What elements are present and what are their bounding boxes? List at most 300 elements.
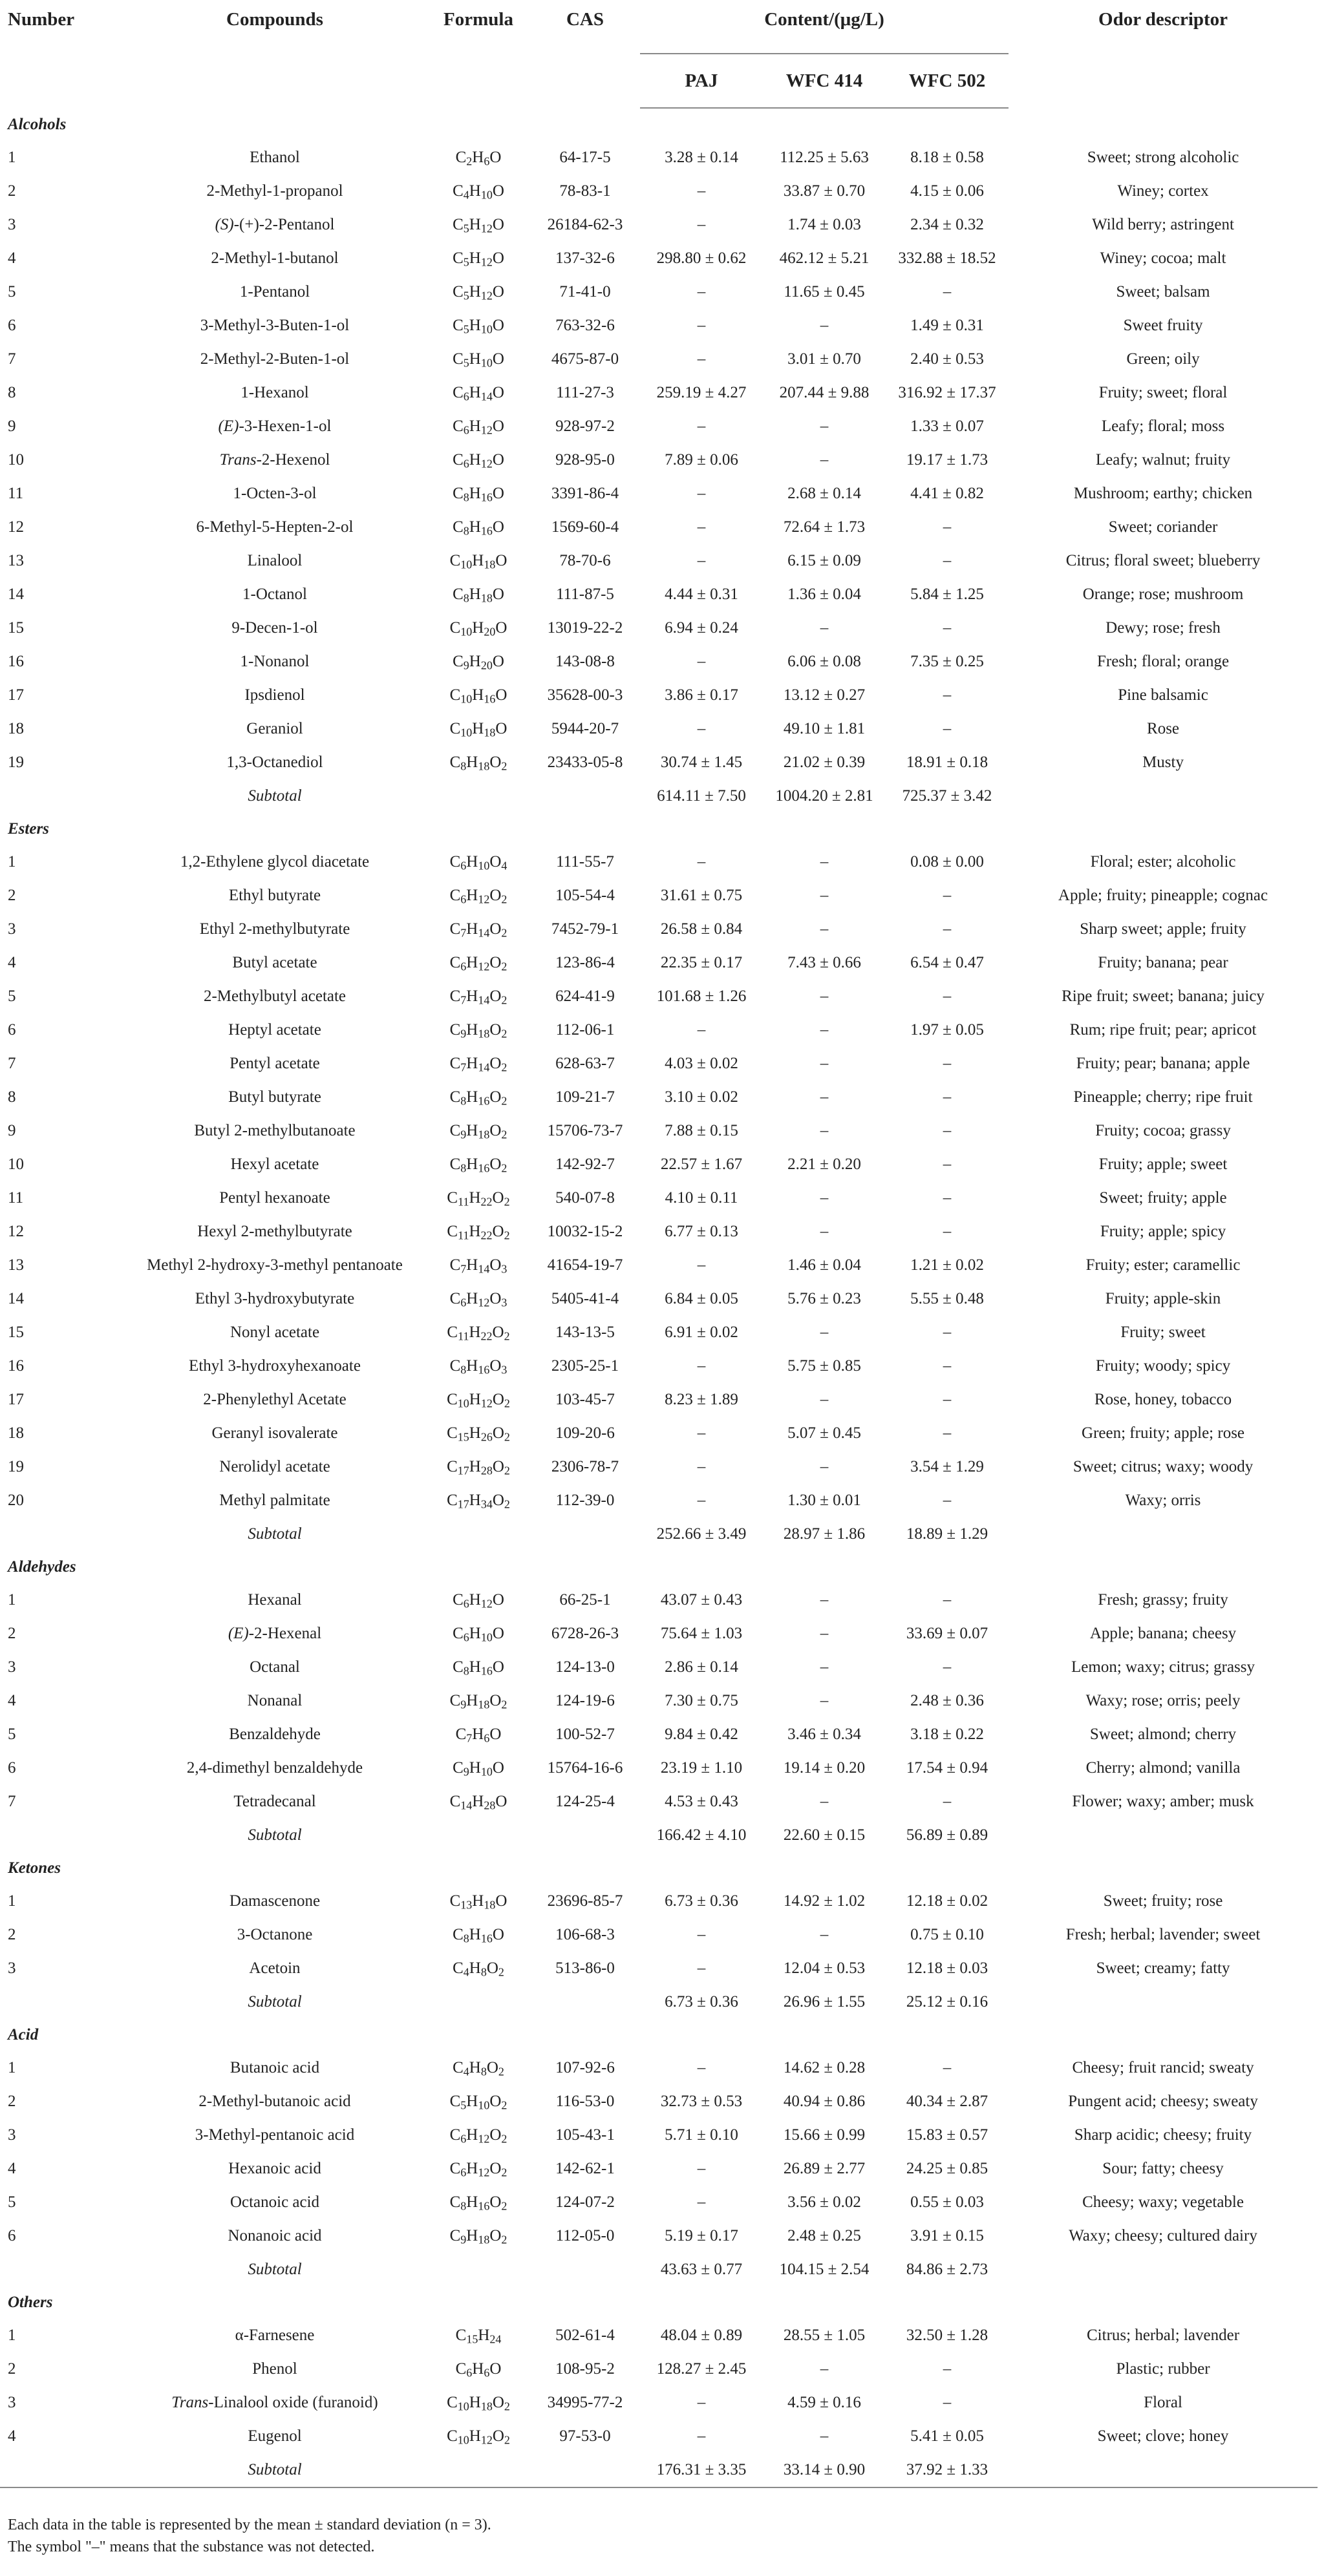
content-wfc414: – [820, 1055, 829, 1072]
odor-descriptor: Sweet; balsam [1116, 283, 1210, 301]
cas-number: 15706-73-7 [547, 1122, 623, 1139]
table-row [0, 376, 1318, 410]
compound-name: 1-Pentanol [239, 283, 310, 301]
subtotal-row [0, 1517, 1318, 1551]
subtotal-label: Subtotal [123, 2453, 427, 2487]
compound-name: Octanal [250, 1658, 300, 1676]
compound-name: 2-Methylbutyl acetate [203, 987, 347, 1005]
content-paj: 6.73 ± 0.36 [665, 1892, 738, 1910]
content-wfc414: 12.04 ± 0.53 [783, 1959, 866, 1977]
content-wfc502: 1.97 ± 0.05 [910, 1021, 984, 1039]
cas-number: 111-87-5 [556, 586, 614, 603]
row-number: 4 [8, 249, 16, 267]
compound-name: 1,2-Ethylene glycol diacetate [180, 853, 370, 871]
subtotal-paj: 6.73 ± 0.36 [665, 1993, 738, 2011]
cas-number: 103-45-7 [555, 1391, 615, 1408]
row-number: 6 [8, 2227, 16, 2244]
table-body [0, 108, 1318, 2487]
subtotal-row [0, 779, 1318, 813]
compound-name: Hexanal [248, 1591, 302, 1609]
cas-number: 105-54-4 [555, 887, 615, 904]
formula: $C_2H_6O$ [455, 149, 502, 168]
header-content: Content/(μg/L) [640, 0, 1009, 54]
content-wfc502: 6.54 ± 0.47 [910, 954, 984, 971]
compound-name: Nonanal [247, 1692, 303, 1709]
subtotal-wfc414: 1004.20 ± 2.81 [775, 787, 873, 805]
formula: $C_8H_{16}O_3$ [449, 1357, 507, 1377]
content-wfc502: 2.34 ± 0.32 [910, 216, 984, 233]
content-paj: 6.91 ± 0.02 [665, 1324, 738, 1341]
table-row [0, 879, 1318, 913]
formula: $C_6H_{12}O$ [453, 451, 504, 470]
odor-descriptor: Fruity; cocoa; grassy [1095, 1122, 1231, 1139]
odor-descriptor: Rose, honey, tobacco [1094, 1391, 1232, 1408]
formula: $C_6H_{12}O_2$ [449, 2160, 507, 2179]
compound-name: Trans-2-Hexenol [219, 451, 330, 469]
content-wfc502: 3.18 ± 0.22 [910, 1726, 984, 1743]
compound-name: Pentyl hexanoate [219, 1189, 330, 1207]
content-wfc502: 40.34 ± 2.87 [906, 2093, 988, 2110]
content-wfc502: 17.54 ± 0.94 [906, 1759, 988, 1777]
formula: $C_6H_{12}O$ [453, 1591, 504, 1610]
odor-descriptor [1009, 2253, 1318, 2286]
content-paj: – [697, 2059, 706, 2076]
row-number: 6 [8, 317, 16, 334]
odor-descriptor: Fruity; sweet [1120, 1324, 1206, 1341]
odor-descriptor: Winey; cortex [1117, 182, 1209, 200]
content-wfc414: – [820, 1088, 829, 1106]
formula: $C_{10}H_{12}O_2$ [447, 1391, 510, 1410]
compound-name: Ethyl 2-methylbutyrate [199, 920, 350, 938]
compound-name: Heptyl acetate [228, 1021, 321, 1039]
compound-name: Nonyl acetate [230, 1324, 320, 1341]
subtotal-row [0, 2453, 1318, 2487]
content-wfc414: 49.10 ± 1.81 [783, 720, 866, 737]
compound-name: 3-Methyl-3-Buten-1-ol [200, 317, 350, 334]
compound-name: Ipsdienol [244, 686, 305, 704]
table-row [0, 1417, 1318, 1450]
compound-name: 3-Octanone [237, 1926, 313, 1943]
table-row [0, 343, 1318, 376]
table-row [0, 2186, 1318, 2219]
table-row [0, 746, 1318, 779]
header-sample-wfc414: WFC 414 [763, 54, 886, 108]
row-number: 3 [8, 1959, 16, 1977]
compound-name: Nonanoic acid [228, 2227, 322, 2244]
formula: $C_8H_{16}O$ [453, 518, 504, 538]
cas-number: 71-41-0 [559, 283, 611, 301]
content-wfc502: 4.41 ± 0.82 [910, 485, 984, 502]
subtotal-label: Subtotal [248, 1525, 302, 1543]
row-number: 5 [8, 2193, 16, 2211]
content-paj: – [697, 1926, 706, 1943]
cas-number: 15764-16-6 [547, 1759, 623, 1777]
header-sample-paj: PAJ [640, 54, 763, 108]
content-wfc414: 11.65 ± 0.45 [784, 283, 865, 301]
row-number: 4 [8, 1692, 16, 1709]
section-header-alcohols [0, 108, 1318, 141]
content-paj: 32.73 ± 0.53 [660, 2093, 743, 2110]
compound-name: Phenol [252, 2360, 297, 2378]
cas-number: 100-52-7 [555, 1726, 615, 1743]
formula: $C_{10}H_{18}O$ [449, 552, 507, 571]
content-wfc502: – [943, 552, 952, 569]
cas-number [530, 1819, 640, 1852]
table-row [0, 511, 1318, 544]
formula: $C_7H_{14}O_2$ [449, 1055, 507, 1074]
content-wfc414: – [820, 1793, 829, 1810]
formula: $C_6H_{12}O_2$ [449, 2126, 507, 2146]
compound-name: Octanoic acid [230, 2193, 320, 2211]
odor-descriptor: Fresh; grassy; fruity [1098, 1591, 1228, 1609]
row-number: 1 [8, 1892, 16, 1910]
table-row [0, 2085, 1318, 2118]
content-wfc502: – [943, 2394, 952, 2411]
row-number: 16 [8, 1357, 24, 1375]
cas-number: 13019-22-2 [547, 619, 623, 637]
formula: $C_4H_8O_2$ [453, 1959, 504, 1979]
subtotal-row [0, 1985, 1318, 2019]
content-paj: – [697, 216, 706, 233]
subtotal-row [0, 2253, 1318, 2286]
cas-number: 97-53-0 [559, 2427, 611, 2445]
formula: $C_9H_{18}O_2$ [449, 1021, 507, 1040]
row-number: 14 [8, 1290, 24, 1307]
odor-descriptor: Sour; fatty; cheesy [1102, 2160, 1224, 2177]
odor-descriptor: Pine balsamic [1118, 686, 1208, 704]
content-paj: 22.35 ± 0.17 [660, 954, 743, 971]
section-title: Others [8, 2294, 53, 2311]
formula: $C_9H_{18}O_2$ [449, 1692, 507, 1711]
content-paj: 259.19 ± 4.27 [656, 384, 747, 401]
row-number: 13 [8, 552, 24, 569]
table-row [0, 679, 1318, 712]
odor-descriptor: Sharp acidic; cheesy; fruity [1074, 2126, 1252, 2144]
odor-descriptor: Orange; rose; mushroom [1082, 586, 1244, 603]
content-wfc414: – [820, 1926, 829, 1943]
compound-name: Ethyl 3-hydroxyhexanoate [189, 1357, 361, 1375]
content-wfc502: 1.21 ± 0.02 [910, 1256, 984, 1274]
content-paj: 7.89 ± 0.06 [665, 451, 738, 469]
section-header-ketones [0, 1852, 1318, 1884]
header-number: Number [8, 9, 75, 30]
table-row [0, 578, 1318, 611]
cas-number: 41654-19-7 [547, 1256, 623, 1274]
cas-number: 106-68-3 [555, 1926, 615, 1943]
table-row [0, 1450, 1318, 1484]
row-number: 2 [8, 1625, 16, 1642]
formula: $C_6H_{10}O_4$ [449, 853, 507, 872]
content-wfc502: 316.92 ± 17.37 [898, 384, 996, 401]
subtotal-label: Subtotal [248, 2261, 302, 2278]
content-wfc502: 3.54 ± 1.29 [910, 1458, 984, 1475]
content-wfc414: 112.25 ± 5.63 [780, 149, 869, 166]
content-paj: 4.53 ± 0.43 [665, 1793, 738, 1810]
odor-descriptor: Fruity; apple; spicy [1100, 1223, 1226, 1240]
odor-descriptor [1009, 2453, 1318, 2487]
odor-descriptor: Fruity; woody; spicy [1095, 1357, 1231, 1375]
odor-descriptor: Citrus; herbal; lavender [1087, 2327, 1240, 2344]
formula: $C_{15}H_{24}$ [455, 2327, 502, 2346]
content-paj: – [697, 182, 706, 200]
table-row [0, 1114, 1318, 1148]
odor-descriptor: Fresh; floral; orange [1096, 653, 1230, 670]
odor-descriptor: Sweet; creamy; fatty [1096, 1959, 1230, 1977]
cas-number [530, 2453, 640, 2487]
table-row [0, 1952, 1318, 1985]
compound-name: 2,4-dimethyl benzaldehyde [186, 1759, 363, 1777]
header-sample-wfc502: WFC 502 [886, 54, 1009, 108]
formula: $C_7H_{14}O_3$ [449, 1256, 507, 1276]
cas-number: 111-55-7 [556, 853, 614, 871]
content-paj: 2.86 ± 0.14 [665, 1658, 738, 1676]
section-title: Aldehydes [8, 1558, 76, 1576]
content-paj: – [697, 2160, 706, 2177]
cas-number: 109-20-6 [555, 1424, 615, 1442]
odor-descriptor: Apple; banana; cheesy [1089, 1625, 1237, 1642]
formula: $C_8H_{16}O$ [453, 1658, 504, 1678]
row-number [0, 2453, 123, 2487]
content-wfc502: – [943, 1156, 952, 1173]
content-paj: – [697, 350, 706, 368]
content-wfc502: – [943, 1793, 952, 1810]
content-wfc502: – [943, 2360, 952, 2378]
subtotal-wfc414: 22.60 ± 0.15 [783, 1826, 866, 1844]
odor-descriptor: Pineapple; cherry; ripe fruit [1073, 1088, 1253, 1106]
odor-descriptor: Ripe fruit; sweet; banana; juicy [1062, 987, 1265, 1005]
content-wfc414: – [820, 1625, 829, 1642]
content-paj: 298.80 ± 0.62 [656, 249, 747, 267]
row-number: 1 [8, 2059, 16, 2076]
row-number: 5 [8, 1726, 16, 1743]
footnote-mean: Each data in the table is represented by the mean ± standard deviation (n = 3). [8, 2517, 491, 2533]
content-paj: 4.10 ± 0.11 [665, 1189, 738, 1207]
formula: $C_9H_{18}O_2$ [449, 1122, 507, 1141]
row-number: 20 [8, 1492, 24, 1509]
compound-name: Damascenone [229, 1892, 321, 1910]
odor-descriptor: Flower; waxy; amber; musk [1072, 1793, 1254, 1810]
compound-name: Linalool [247, 552, 303, 569]
odor-descriptor: Rum; ripe fruit; pear; apricot [1069, 1021, 1257, 1039]
row-number: 7 [8, 1055, 16, 1072]
table-row [0, 1383, 1318, 1417]
compound-name: Hexyl acetate [230, 1156, 319, 1173]
formula [427, 1517, 530, 1551]
compound-name: Pentyl acetate [230, 1055, 320, 1072]
content-wfc414: 1.36 ± 0.04 [787, 586, 861, 603]
row-number: 15 [8, 1324, 24, 1341]
content-paj: – [697, 552, 706, 569]
cas-number: 2306-78-7 [551, 1458, 619, 1475]
content-paj: 5.71 ± 0.10 [665, 2126, 738, 2144]
section-header-aldehydes [0, 1551, 1318, 1583]
content-wfc414: 462.12 ± 5.21 [779, 249, 870, 267]
content-paj: – [697, 2427, 706, 2445]
subtotal-label: Subtotal [248, 1826, 302, 1844]
row-number: 15 [8, 619, 24, 637]
content-wfc414: 19.14 ± 0.20 [783, 1759, 866, 1777]
odor-descriptor: Fruity; apple; sweet [1098, 1156, 1228, 1173]
table-row [0, 1684, 1318, 1718]
compound-name: 2-Methyl-2-Buten-1-ol [200, 350, 350, 368]
cas-number: 109-21-7 [555, 1088, 615, 1106]
content-paj: 43.07 ± 0.43 [660, 1591, 743, 1609]
odor-descriptor: Sharp sweet; apple; fruity [1080, 920, 1246, 938]
content-paj: 8.23 ± 1.89 [665, 1391, 738, 1408]
table-row [0, 477, 1318, 511]
formula: $C_5H_{12}O$ [453, 249, 504, 269]
subtotal-wfc414: 33.14 ± 0.90 [763, 2453, 886, 2487]
formula: $C_4H_8O_2$ [453, 2059, 504, 2078]
content-paj: – [697, 485, 706, 502]
cas-number: 502-61-4 [555, 2327, 615, 2344]
content-wfc502: 0.75 ± 0.10 [910, 1926, 984, 1943]
content-wfc414: 1.30 ± 0.01 [787, 1492, 861, 1509]
cas-number: 23696-85-7 [547, 1892, 623, 1910]
row-number: 12 [8, 1223, 24, 1240]
odor-descriptor: Sweet fruity [1123, 317, 1203, 334]
content-paj: – [697, 1458, 706, 1475]
content-wfc414: 40.94 ± 0.86 [783, 2093, 866, 2110]
content-wfc502: 4.15 ± 0.06 [910, 182, 984, 200]
formula: $C_{11}H_{22}O_2$ [447, 1223, 510, 1242]
row-number: 17 [8, 686, 24, 704]
table-row [0, 410, 1318, 443]
compound-name: Butanoic acid [230, 2059, 320, 2076]
content-wfc502: – [943, 887, 952, 904]
odor-descriptor: Fruity; pear; banana; apple [1076, 1055, 1250, 1072]
cas-number: 143-13-5 [555, 1324, 615, 1341]
row-number: 8 [8, 1088, 16, 1106]
compound-name: Eugenol [248, 2427, 302, 2445]
formula: $C_{10}H_{20}O$ [449, 619, 507, 639]
compound-name: Hexanoic acid [228, 2160, 321, 2177]
formula: $C_6H_{14}O$ [453, 384, 504, 403]
compound-name: Trans-Linalool oxide (furanoid) [171, 2394, 378, 2411]
formula: $C_{11}H_{22}O_2$ [447, 1324, 510, 1343]
odor-descriptor: Cheesy; fruit rancid; sweaty [1072, 2059, 1254, 2076]
table-row [0, 2352, 1318, 2386]
content-wfc502: – [943, 1492, 952, 1509]
content-wfc414: 3.01 ± 0.70 [787, 350, 861, 368]
compound-name: Ethanol [250, 149, 300, 166]
table-row [0, 980, 1318, 1013]
row-number [0, 1517, 123, 1551]
row-number: 8 [8, 384, 16, 401]
row-number: 4 [8, 2427, 16, 2445]
table-row [0, 208, 1318, 242]
section-title: Alcohols [8, 116, 67, 133]
compound-name: Geraniol [246, 720, 303, 737]
compound-name: Acetoin [249, 1959, 301, 1977]
content-wfc414: 207.44 ± 9.88 [779, 384, 870, 401]
table-row [0, 645, 1318, 679]
table-row [0, 2152, 1318, 2186]
table-row [0, 1013, 1318, 1047]
table-row [0, 2118, 1318, 2152]
odor-descriptor: Dewy; rose; fresh [1105, 619, 1221, 637]
row-number: 3 [8, 2394, 16, 2411]
compound-name: α-Farnesene [235, 2327, 315, 2344]
cas-number [530, 2253, 640, 2286]
table-row [0, 2051, 1318, 2085]
formula: $C_8H_{16}O$ [453, 485, 504, 504]
compound-name: Ethyl butyrate [228, 887, 321, 904]
content-paj: – [697, 1959, 706, 1977]
table-row [0, 2420, 1318, 2453]
content-wfc414: – [820, 1324, 829, 1341]
content-wfc502: 19.17 ± 1.73 [906, 451, 988, 469]
content-paj: – [697, 1492, 706, 1509]
row-number: 10 [8, 451, 24, 469]
cas-number: 763-32-6 [555, 317, 615, 334]
row-number: 19 [8, 754, 24, 771]
content-wfc502: 2.40 ± 0.53 [910, 350, 984, 368]
formula: $C_5H_{10}O$ [453, 350, 504, 370]
odor-descriptor: Mushroom; earthy; chicken [1073, 485, 1253, 502]
content-wfc414: – [820, 887, 829, 904]
content-wfc502: 32.50 ± 1.28 [906, 2327, 988, 2344]
formula: $C_8H_{16}O_2$ [449, 1088, 507, 1108]
odor-descriptor [1009, 1517, 1318, 1551]
subtotal-wfc502: 18.89 ± 1.29 [906, 1525, 988, 1543]
content-wfc414: – [820, 2427, 829, 2445]
odor-descriptor: Pungent acid; cheesy; sweaty [1068, 2093, 1258, 2110]
row-number: 2 [8, 2360, 16, 2378]
subtotal-label: Subtotal [248, 1993, 302, 2011]
content-paj: 5.19 ± 0.17 [665, 2227, 738, 2244]
formula: $C_6H_{12}O_2$ [449, 954, 507, 973]
content-wfc502: 0.55 ± 0.03 [910, 2193, 984, 2211]
row-number: 5 [8, 283, 16, 301]
content-wfc414: 2.48 ± 0.25 [787, 2227, 861, 2244]
content-wfc414: 7.43 ± 0.66 [787, 954, 861, 971]
table-row [0, 1484, 1318, 1517]
table-row [0, 1282, 1318, 1316]
content-wfc502: 7.35 ± 0.25 [910, 653, 984, 670]
odor-descriptor: Sweet; coriander [1108, 518, 1218, 536]
content-wfc502: 1.33 ± 0.07 [910, 417, 984, 435]
odor-descriptor: Waxy; rose; orris; peely [1085, 1692, 1241, 1709]
table-row [0, 443, 1318, 477]
content-wfc414: 2.21 ± 0.20 [787, 1156, 861, 1173]
cas-number: 78-83-1 [559, 182, 611, 200]
table-row [0, 2219, 1318, 2253]
odor-descriptor: Fruity; sweet; floral [1098, 384, 1228, 401]
subtotal-wfc414: 28.97 ± 1.86 [783, 1525, 866, 1543]
content-wfc414: – [820, 317, 829, 334]
section-header-acid [0, 2019, 1318, 2051]
formula: $C_5H_{12}O$ [453, 283, 504, 302]
table-row [0, 1249, 1318, 1282]
cas-number: 124-07-2 [555, 2193, 615, 2211]
row-number: 9 [8, 1122, 16, 1139]
formula: $C_7H_{14}O_2$ [449, 987, 507, 1007]
odor-descriptor: Floral; ester; alcoholic [1090, 853, 1236, 871]
table-row [0, 141, 1318, 174]
table-row [0, 611, 1318, 645]
compound-name: 1-Hexanol [240, 384, 309, 401]
compound-name: 2-Phenylethyl Acetate [203, 1391, 347, 1408]
row-number: 3 [8, 920, 16, 938]
content-wfc502: 33.69 ± 0.07 [906, 1625, 988, 1642]
header-cas: CAS [566, 9, 604, 30]
odor-descriptor: Cheesy; waxy; vegetable [1082, 2193, 1244, 2211]
content-wfc414: 5.07 ± 0.45 [787, 1424, 861, 1442]
content-wfc414: – [820, 1189, 829, 1207]
odor-descriptor: Green; oily [1126, 350, 1200, 368]
content-paj: 75.64 ± 1.03 [660, 1625, 743, 1642]
